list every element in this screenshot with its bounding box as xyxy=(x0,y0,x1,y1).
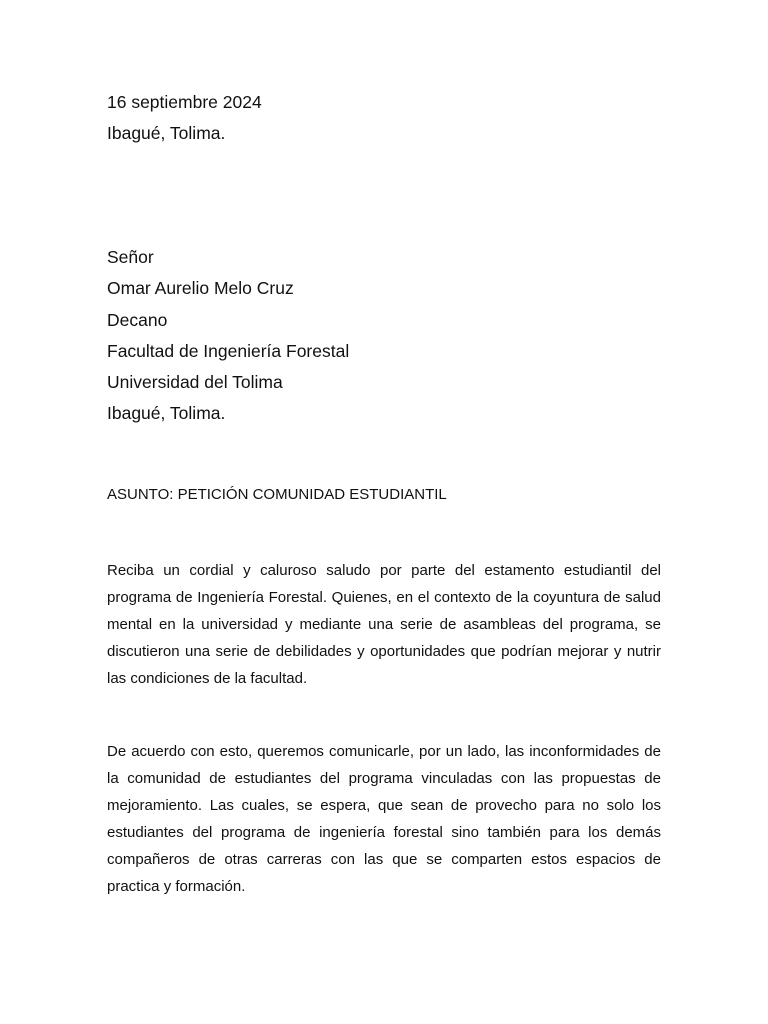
recipient-city: Ibagué, Tolima. xyxy=(107,403,226,423)
recipient-salutation: Señor xyxy=(107,247,154,267)
recipient-faculty: Facultad de Ingeniería Forestal xyxy=(107,341,350,361)
recipient-title: Decano xyxy=(107,310,168,330)
letter-date: 16 septiembre 2024 xyxy=(107,92,262,112)
recipient-university: Universidad del Tolima xyxy=(107,372,283,392)
recipient-name: Omar Aurelio Melo Cruz xyxy=(107,278,294,298)
body-paragraph-2: De acuerdo con esto, queremos comunicarle, por un lado, las inconformidades de la comunidad de estudiantes del programa vinculadas con las propuestas de mejoramiento. Las cuales, se espera, que sean de provecho para no solo los estudiantes del programa de ingeniería forestal sino también para los demás compañeros de otras carreras con las que se comparten estos espacios de practica y formación. xyxy=(107,743,661,895)
letter-subject: ASUNTO: PETICIÓN COMUNIDAD ESTUDIANTIL xyxy=(107,486,447,503)
body-paragraph-1: Reciba un cordial y caluroso saludo por parte del estamento estudiantil del programa de Ingeniería Forestal. Quienes, en el contexto de la coyuntura de salud mental en la universidad y mediante una serie de asambleas del programa, se discutieron una serie de debilidades y oportunidades que podrían mejorar y nutrir las condiciones de la facultad. xyxy=(107,562,661,687)
letter-place: Ibagué, Tolima. xyxy=(107,123,226,143)
